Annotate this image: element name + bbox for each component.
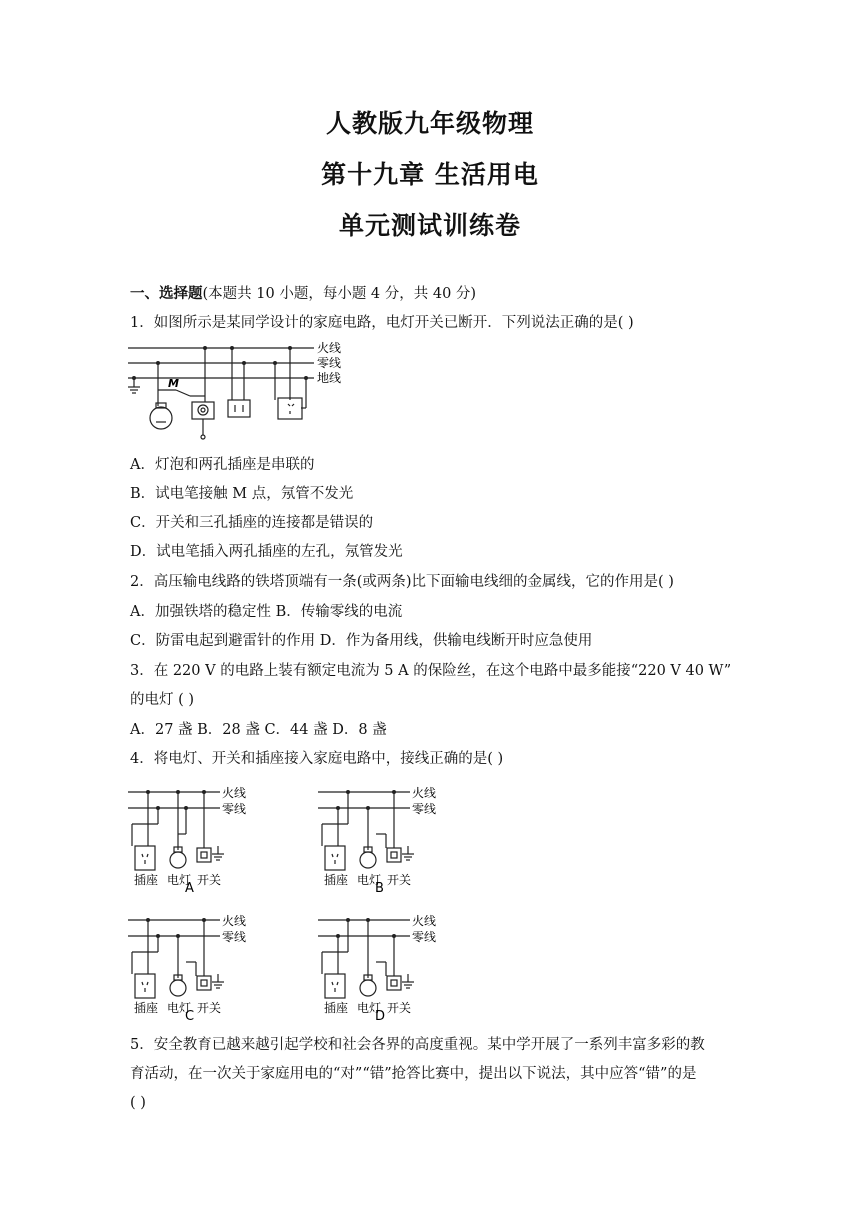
question-1-option-b: B．试电笔接触 M 点，氖管不发光 [130,486,354,502]
ground-wire-label: 地线 [317,371,342,385]
question-1-circuit-figure [128,338,358,443]
panel-c-switch-label: 开关 [197,1001,222,1015]
point-m-label: M [168,377,179,390]
section-heading [130,284,750,304]
panel-c-neutral-label: 零线 [222,930,247,944]
panel-b-live-label: 火线 [412,786,437,800]
section-heading-note: (本题共 10 小题，每小题 4 分，共 40 分) [202,286,477,302]
panel-a-socket-label: 插座 [134,873,159,887]
panel-b-socket-label: 插座 [324,873,349,887]
question-4-circuit-panel-d [318,912,448,1022]
panel-d-socket-label: 插座 [324,1001,349,1015]
question-1-option-a: A．灯泡和两孔插座是串联的 [130,457,315,473]
panel-c-socket-label: 插座 [134,1001,159,1015]
question-3-options: A．27 盏 B．28 盏 C．44 盏 D．8 盏 [130,722,387,738]
panel-d-switch-label: 开关 [387,1001,412,1015]
panel-b-lamp-label: 电灯 [357,873,382,887]
question-5-stem-line-3: ( ) [130,1095,146,1111]
panel-c-live-label: 火线 [222,914,247,928]
panel-d-letter: D [375,1009,386,1022]
panel-d-lamp-label: 电灯 [357,1001,382,1015]
chapter-title: 第十九章 生活用电 [321,160,539,189]
document-title: 人教版九年级物理 [325,109,534,138]
neutral-wire-label: 零线 [317,356,342,370]
panel-d-live-label: 火线 [412,914,437,928]
question-2-stem: 2．高压输电线路的铁塔顶端有一条(或两条)比下面输电线细的金属线，它的作用是( ) [130,574,674,590]
panel-b-switch-label: 开关 [387,873,412,887]
test-title: 单元测试训练卷 [338,211,521,240]
question-4-circuit-panel-b [318,784,448,894]
panel-a-letter: A [185,881,194,894]
question-4-circuit-panel-a [128,784,258,894]
panel-a-neutral-label: 零线 [222,802,247,816]
panel-a-switch-label: 开关 [197,873,222,887]
panel-b-letter: B [375,881,384,894]
question-2-options-ab: A．加强铁塔的稳定性 B．传输零线的电流 [130,604,403,620]
panel-a-lamp-label: 电灯 [167,873,192,887]
panel-b-neutral-label: 零线 [412,802,437,816]
live-wire-label: 火线 [317,341,342,355]
question-1-option-c: C．开关和三孔插座的连接都是错误的 [130,515,374,531]
question-3-stem-line-1: 3．在 220 V 的电路上装有额定电流为 5 A 的保险丝，在这个电路中最多能接“220 V 40 W” [130,663,732,679]
question-4-stem: 4．将电灯、开关和插座接入家庭电路中，接线正确的是( ) [130,751,504,767]
question-1-stem: 1．如图所示是某同学设计的家庭电路，电灯开关已断开．下列说法正确的是( ) [130,315,634,331]
question-4-circuit-panel-c [128,912,258,1022]
panel-c-letter: C [185,1009,195,1022]
question-5-stem-line-1: 5．安全教育已越来越引起学校和社会各界的高度重视。某中学开展了一系列丰富多彩的教 [130,1037,705,1053]
question-3-stem-line-2: 的电灯 ( ) [130,692,195,708]
question-5-stem-line-2: 育活动，在一次关于家庭用电的“对”“错”抢答比赛中，提出以下说法，其中应答“错”的是 [130,1066,697,1082]
panel-d-neutral-label: 零线 [412,930,437,944]
panel-c-lamp-label: 电灯 [167,1001,192,1015]
question-2-options-cd: C．防雷电起到避雷针的作用 D．作为备用线，供输电线断开时应急使用 [130,633,593,649]
section-heading-label: 一、选择题 [130,285,203,302]
question-1-option-d: D．试电笔插入两孔插座的左孔，氖管发光 [130,544,403,560]
panel-a-live-label: 火线 [222,786,247,800]
